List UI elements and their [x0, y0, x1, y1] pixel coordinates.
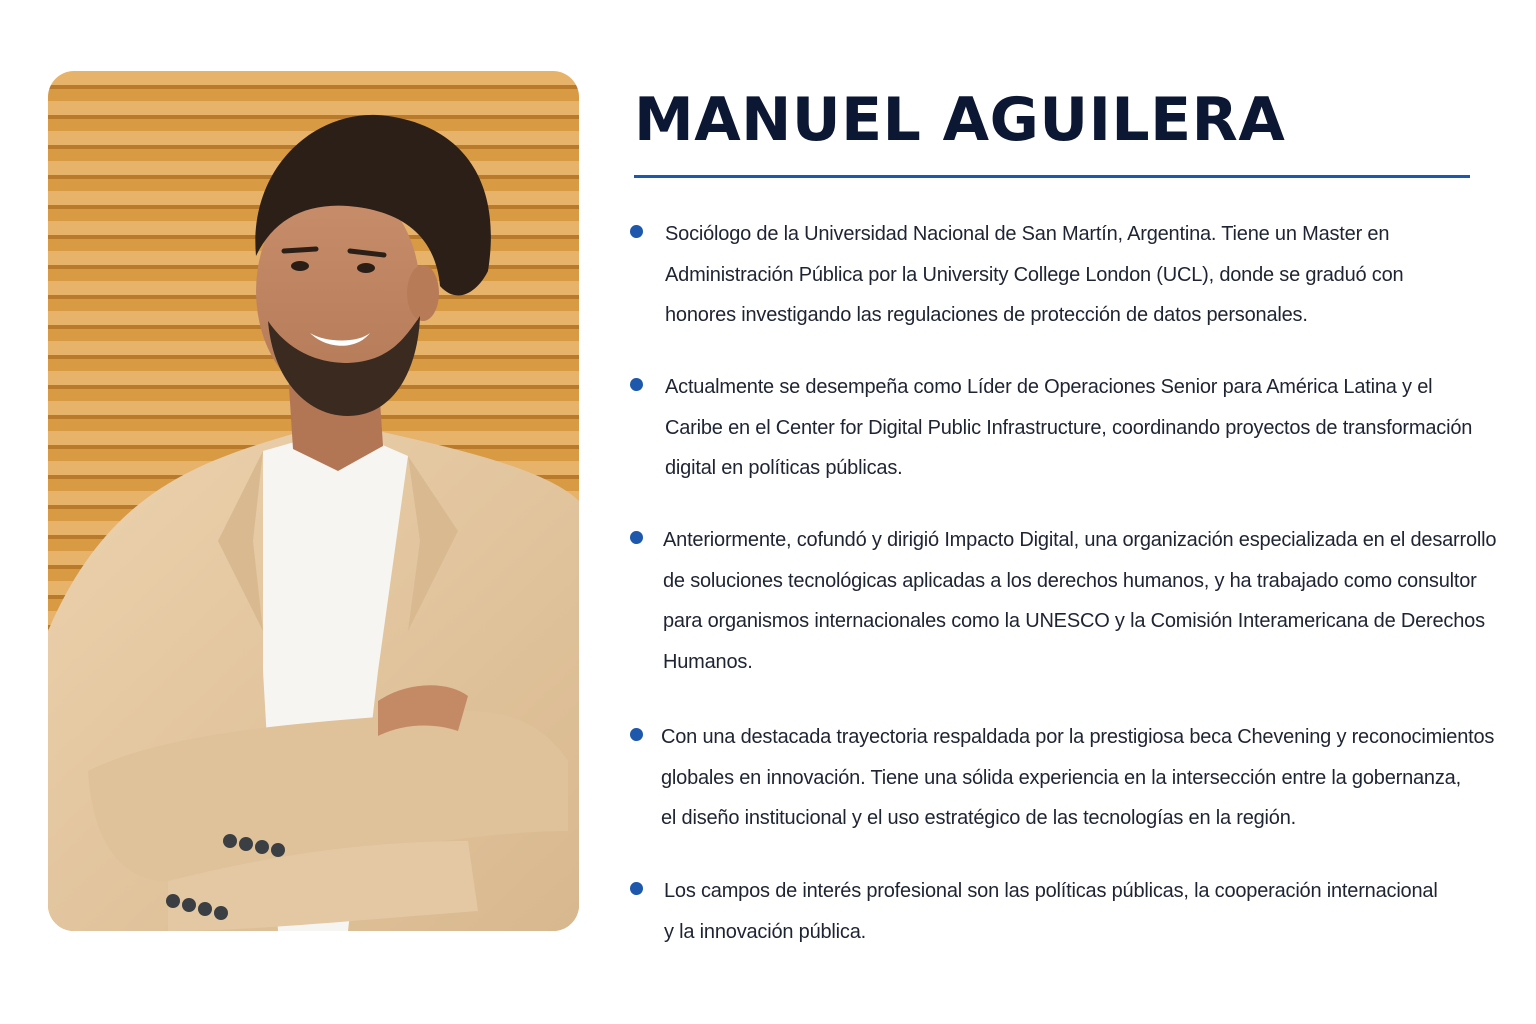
bio-line: para organismos internacionales como la UNESCO y la Comisión Interamericana de Derechos [663, 610, 1485, 632]
bio-line: de soluciones tecnológicas aplicadas a los derechos humanos, y ha trabajado como consultor [663, 569, 1477, 592]
bullet-icon [630, 378, 643, 391]
bio-line: digital en políticas públicas. [665, 457, 903, 479]
bio-item [630, 520, 1497, 682]
bullet-icon [630, 728, 643, 741]
bullet-icon [630, 882, 643, 895]
bio-line: Actualmente se desempeña como Líder de Operaciones Senior para América Latina y el [665, 376, 1433, 398]
bio-line: y la innovación pública. [664, 920, 866, 943]
bio-list [630, 0, 1497, 1024]
bullet-icon [630, 225, 643, 238]
bio-item [630, 717, 1495, 839]
bio-item [630, 871, 1476, 952]
bio-line: Sociólogo de la Universidad Nacional de San Martín, Argentina. Tiene un Master en [665, 223, 1390, 245]
bio-line: Caribe en el Center for Digital Public Infrastructure, coordinando proyectos de transformación [665, 416, 1473, 439]
bio-paragraph [663, 520, 1497, 682]
bullet-icon [630, 531, 643, 544]
bio-line: Con una destacada trayectoria respaldada por la prestigiosa beca Chevening y reconocimientos [661, 726, 1495, 748]
bio-line: Anteriormente, cofundó y dirigió Impacto Digital, una organización especializada en el desarrollo [663, 529, 1497, 551]
bio-item [630, 367, 1476, 489]
bio-line: honores investigando las regulaciones de protección de datos personales. [665, 304, 1308, 326]
bio-line: Administración Pública por la University College London (UCL), donde se graduó con [665, 263, 1404, 286]
bio-paragraph [661, 717, 1495, 839]
bio-line: globales en innovación. Tiene una sólida experiencia en la intersección entre la gobernanza, [661, 766, 1461, 789]
bio-line: el diseño institucional y el uso estratégico de las tecnologías en la región. [661, 807, 1297, 829]
bio-paragraph [665, 214, 1476, 336]
bio-paragraph [664, 871, 1476, 952]
bio-item [630, 214, 1476, 336]
bio-paragraph [665, 367, 1476, 489]
bio-line: Los campos de interés profesional son las políticas públicas, la cooperación internacional [664, 880, 1438, 902]
profile-photo [48, 71, 579, 931]
profile-name: MANUEL AGUILERA [634, 85, 1286, 155]
bio-line: Humanos. [663, 650, 753, 673]
